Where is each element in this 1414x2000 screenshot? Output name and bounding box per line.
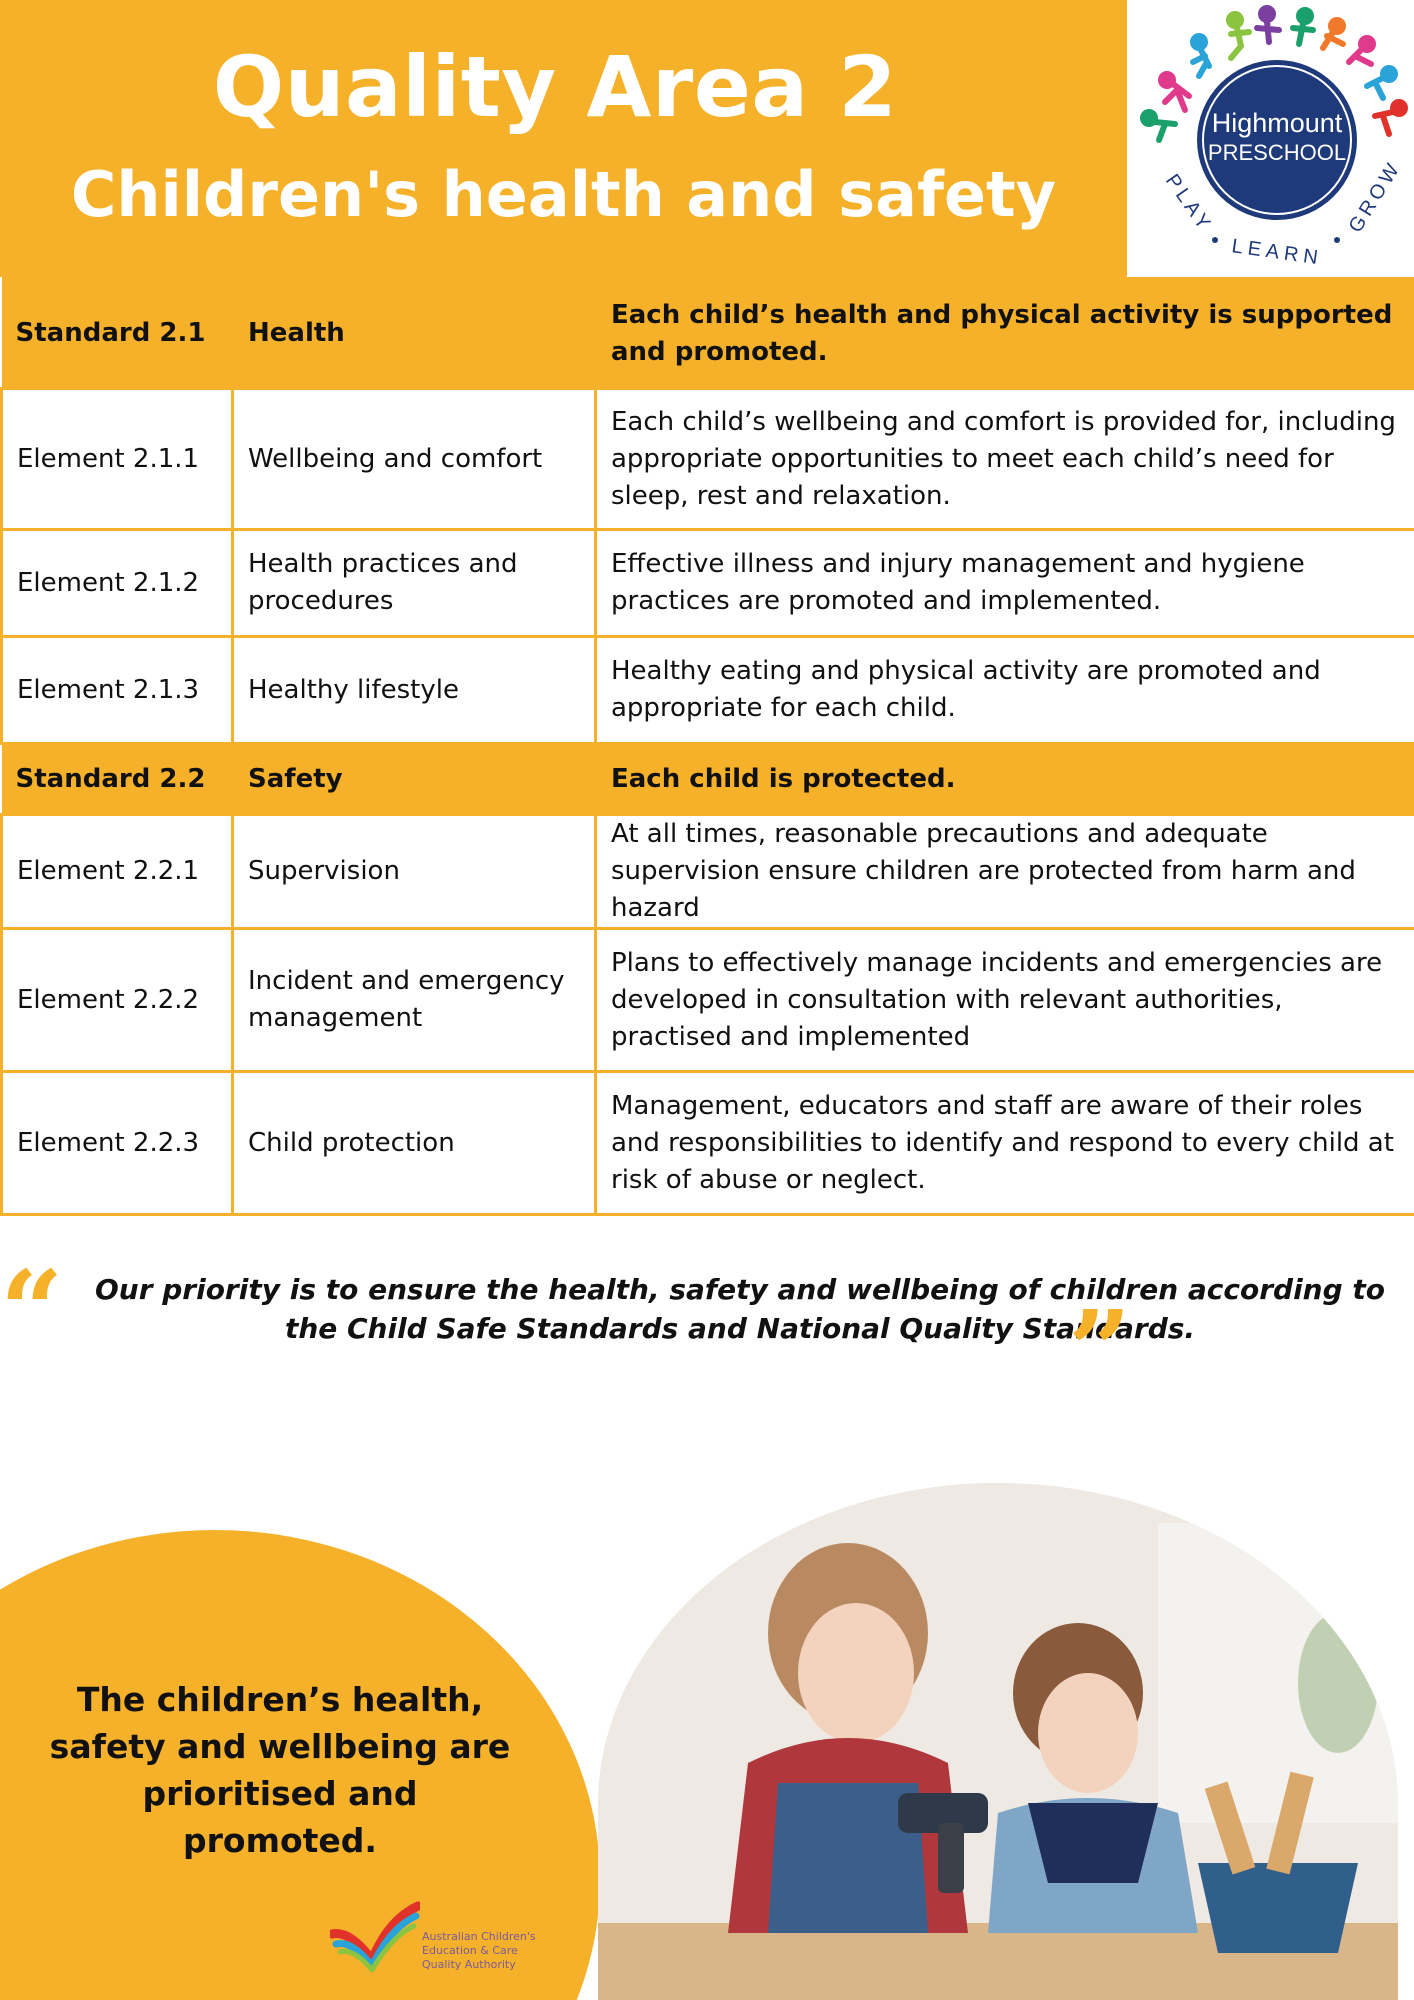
acecqa-line1: Australian Children's: [422, 1930, 536, 1943]
row-title: Wellbeing and comfort: [233, 389, 596, 530]
acecqa-name: [422, 1930, 562, 1972]
table-row: [2, 637, 1414, 744]
row-id: Element 2.1.3: [2, 637, 233, 744]
table-row: [2, 530, 1414, 637]
row-id: Element 2.2.2: [2, 929, 233, 1072]
page-subtitle: Children's health and safety: [70, 158, 1057, 231]
logo-name-line1: Highmount: [1211, 108, 1343, 138]
page-title: Quality Area 2: [212, 38, 898, 136]
row-id: Element 2.1.1: [2, 389, 233, 530]
acecqa-tick-icon: [330, 1900, 420, 1972]
row-title: Health: [233, 279, 596, 389]
row-title: Healthy lifestyle: [233, 637, 596, 744]
table-row-standard: [2, 279, 1414, 389]
table-row-standard: [2, 744, 1414, 815]
acecqa-logo: [330, 1900, 560, 1972]
standards-table: [0, 277, 1414, 1216]
logo-tagline-grow: GROW: [1344, 156, 1406, 237]
table-row: [2, 929, 1414, 1072]
logo-tagline-learn: LEARN: [1230, 235, 1325, 270]
row-id: Element 2.2.1: [2, 815, 233, 929]
open-quote-icon: “: [0, 1246, 64, 1375]
logo-name-line2: PRESCHOOL: [1207, 140, 1347, 165]
row-description: Effective illness and injury management and hygiene practices are promoted and implemented.: [596, 530, 1414, 637]
row-description: Each child’s wellbeing and comfort is provided for, including appropriate opportunities to meet each child’s need for sleep, rest and relaxation.: [596, 389, 1414, 530]
children-photo: [598, 1483, 1398, 2000]
row-title: Child protection: [233, 1072, 596, 1215]
row-id: Element 2.2.3: [2, 1072, 233, 1215]
table-row: [2, 815, 1414, 929]
row-description: Management, educators and staff are aware of their roles and responsibilities to identify and respond to every child at risk of abuse or neglect.: [596, 1072, 1414, 1215]
callout-text: The children’s health, safety and wellbeing are prioritised and promoted.: [49, 1680, 511, 1860]
row-id: Standard 2.1: [2, 279, 233, 389]
table-row: [2, 1072, 1414, 1215]
quote-text: Our priority is to ensure the health, safety and wellbeing of children according to the Child Safe Standards and National Quality Standards.: [94, 1273, 1386, 1345]
row-id: Standard 2.2: [2, 744, 233, 815]
logo-tagline-play: PLAY: [1160, 170, 1217, 237]
preschool-logo: [1127, 0, 1414, 277]
row-description: Healthy eating and physical activity are promoted and appropriate for each child.: [596, 637, 1414, 744]
row-description: Each child’s health and physical activity is supported and promoted.: [596, 279, 1414, 389]
row-description: At all times, reasonable precautions and adequate supervision ensure children are protected from harm and hazard: [596, 815, 1414, 929]
row-description: Plans to effectively manage incidents and emergencies are developed in consultation with relevant authorities, practised and implemented: [596, 929, 1414, 1072]
row-title: Safety: [233, 744, 596, 815]
row-description: Each child is protected.: [596, 744, 1414, 815]
row-id: Element 2.1.2: [2, 530, 233, 637]
acecqa-line2: Education & Care: [422, 1944, 518, 1957]
close-quote-icon: ”: [1068, 1286, 1132, 1415]
row-title: Health practices and procedures: [233, 530, 596, 637]
row-title: Supervision: [233, 815, 596, 929]
row-title: Incident and emergency management: [233, 929, 596, 1072]
header-banner: [0, 0, 1127, 277]
table-row: [2, 389, 1414, 530]
acecqa-line3: Quality Authority: [422, 1958, 516, 1971]
